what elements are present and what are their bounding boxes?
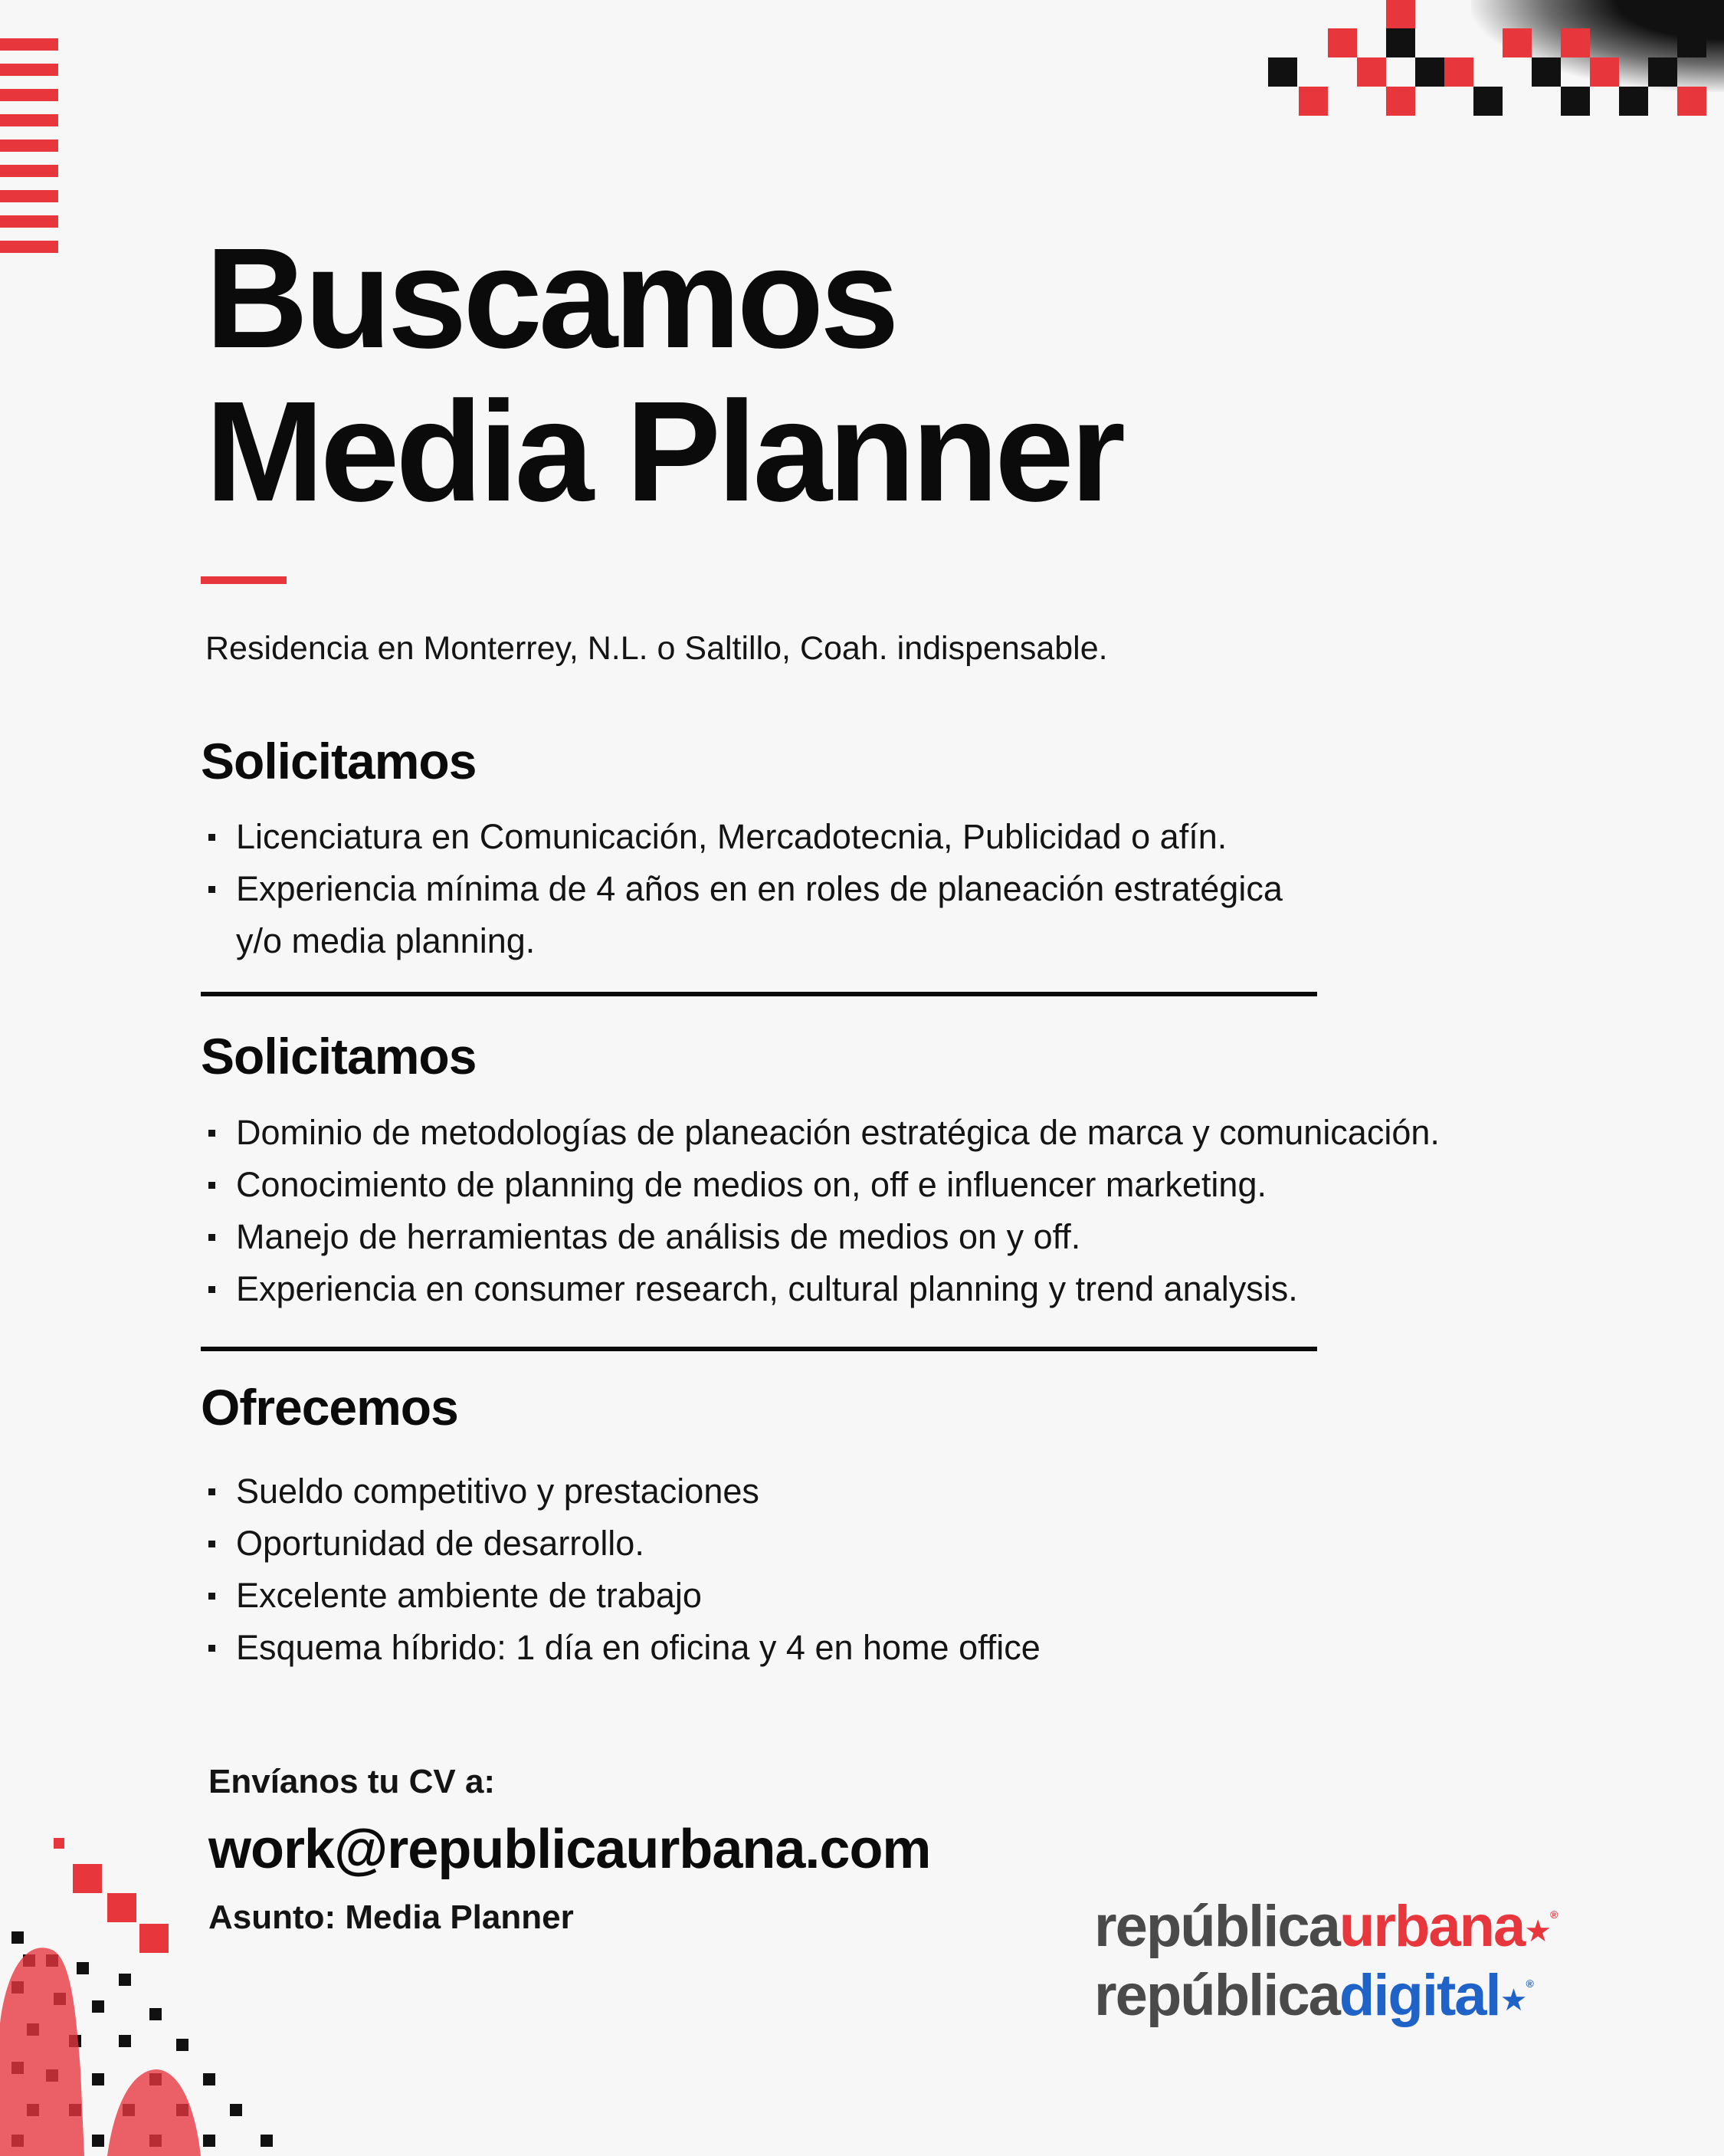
republica-digital-logo: repúblicadigital★® <box>1094 1963 1532 2028</box>
title-line-2: Media Planner <box>205 372 1123 531</box>
email-subject: Asunto: Media Planner <box>208 1898 574 1936</box>
stripes-decoration <box>0 38 58 266</box>
star-icon: ★ <box>1524 1915 1551 1948</box>
list-item: Experiencia en consumer research, cultural planning y trend analysis. <box>208 1263 1440 1315</box>
send-cv-label: Envíanos tu CV a: <box>208 1763 496 1800</box>
list-item: Experiencia mínima de 4 años en en roles de planeación estratégica y/o media planning. <box>208 863 1283 967</box>
requirements-list-2 <box>208 1107 1440 1315</box>
list-item: Excelente ambiente de trabajo <box>208 1570 1041 1622</box>
accent-bar <box>201 576 287 584</box>
brush-stroke-decoration <box>0 1948 201 2156</box>
grunge-splatter-decoration <box>1471 0 1724 92</box>
list-item: Licenciatura en Comunicación, Mercadotecnia, Publicidad o afín. <box>208 811 1283 863</box>
list-item: Oportunidad de desarrollo. <box>208 1518 1041 1570</box>
list-item: Sueldo competitivo y prestaciones <box>208 1465 1041 1518</box>
contact-email-link[interactable]: work@republicaurbana.com <box>208 1819 931 1880</box>
section-heading-solicitamos-2: Solicitamos <box>201 1028 477 1085</box>
list-item: Esquema híbrido: 1 día en oficina y 4 en home office <box>208 1622 1041 1674</box>
section-divider <box>201 992 1317 996</box>
page-title <box>205 219 1123 531</box>
list-item: Manejo de herramientas de análisis de medios on y off. <box>208 1211 1440 1263</box>
list-item: Conocimiento de planning de medios on, off e influencer marketing. <box>208 1159 1440 1211</box>
section-heading-solicitamos-1: Solicitamos <box>201 733 477 789</box>
republica-urbana-logo: repúblicaurbana★® <box>1094 1894 1557 1959</box>
star-icon: ★ <box>1499 1984 1526 2017</box>
residency-note: Residencia en Monterrey, N.L. o Saltillo, Coah. indispensable. <box>205 630 1108 667</box>
section-heading-ofrecemos: Ofrecemos <box>201 1379 458 1436</box>
title-line-1: Buscamos <box>205 219 896 378</box>
benefits-list <box>208 1465 1041 1674</box>
section-divider <box>201 1347 1317 1351</box>
list-item: Dominio de metodologías de planeación estratégica de marca y comunicación. <box>208 1107 1440 1159</box>
requirements-list-1 <box>208 811 1283 967</box>
